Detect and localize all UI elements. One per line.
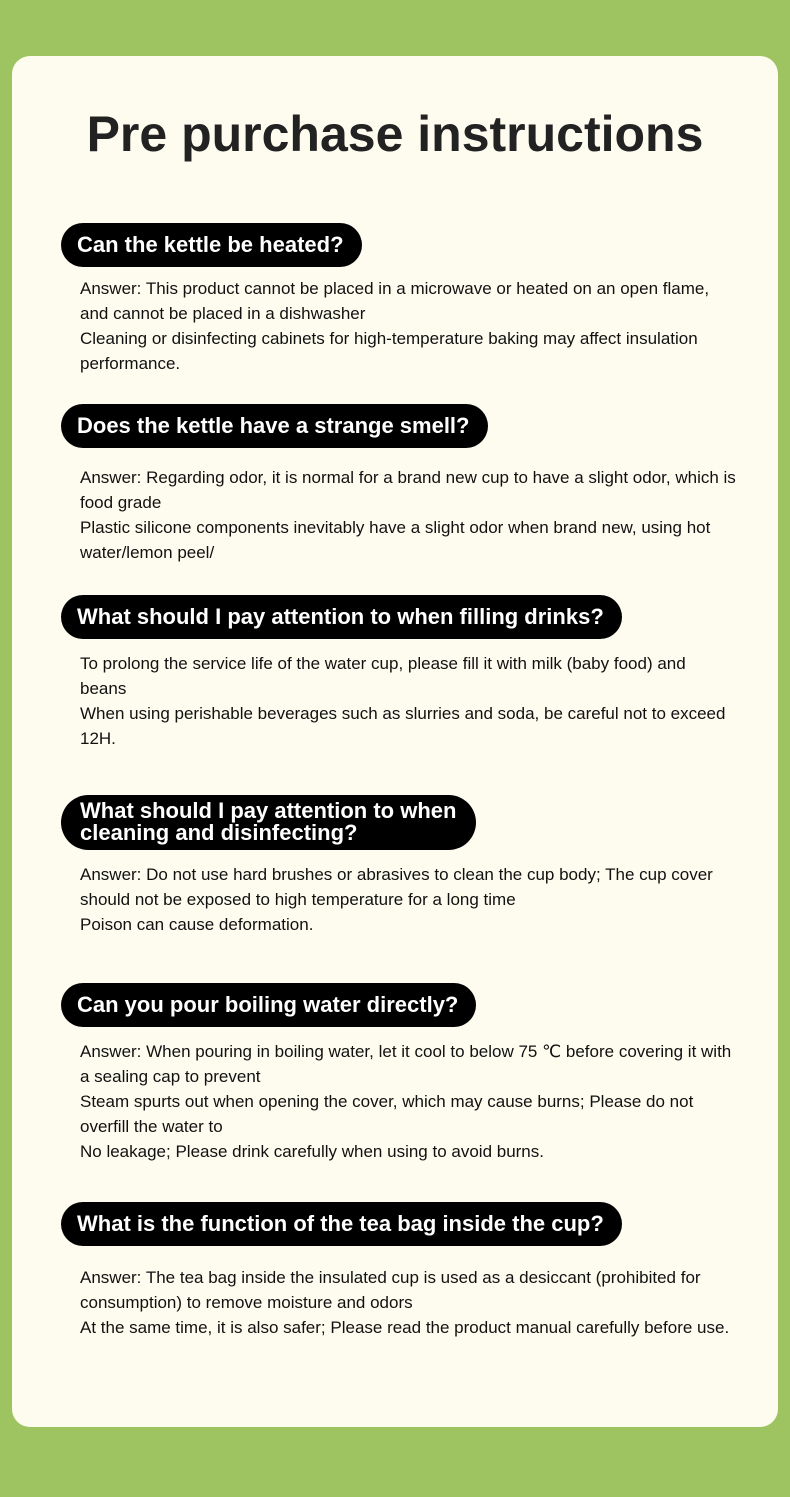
faq-question: Can you pour boiling water directly? [61, 983, 476, 1027]
faq-answer [80, 862, 736, 937]
answer-line: When using perishable beverages such as slurries and soda, be careful not to exceed 12H. [80, 704, 726, 748]
faq-answer [80, 651, 736, 751]
faq-answer [80, 465, 736, 565]
answer-line: Answer: The tea bag inside the insulated cup is used as a desiccant (prohibited for consumption) to remove moisture and odors [80, 1268, 701, 1312]
faq-answer [80, 1039, 736, 1164]
answer-line: At the same time, it is also safer; Please read the product manual carefully before use. [80, 1318, 730, 1337]
faq-question: What should I pay attention to when filling drinks? [61, 595, 622, 639]
answer-line: To prolong the service life of the water cup, please fill it with milk (baby food) and beans [80, 654, 686, 698]
faq-question-line: What should I pay attention to when [80, 798, 457, 823]
answer-line: No leakage; Please drink carefully when using to avoid burns. [80, 1142, 544, 1161]
answer-line: Poison can cause deformation. [80, 915, 314, 934]
answer-line: Answer: Do not use hard brushes or abrasives to clean the cup body; The cup cover should not be exposed to high temperature for a long time [80, 865, 713, 909]
faq-answer [80, 1265, 736, 1340]
answer-line: Cleaning or disinfecting cabinets for high-temperature baking may affect insulation performance. [80, 329, 698, 373]
faq-question [61, 795, 476, 850]
faq-question: Can the kettle be heated? [61, 223, 362, 267]
faq-answer [80, 276, 736, 376]
answer-line: Steam spurts out when opening the cover, which may cause burns; Please do not overfill the water to [80, 1092, 694, 1136]
answer-line: Answer: Regarding odor, it is normal for a brand new cup to have a slight odor, which is food grade [80, 468, 736, 512]
answer-line: Plastic silicone components inevitably have a slight odor when brand new, using hot water/lemon peel/ [80, 518, 711, 562]
answer-line: Answer: This product cannot be placed in a microwave or heated on an open flame, and cannot be placed in a dishwasher [80, 279, 710, 323]
answer-line: Answer: When pouring in boiling water, let it cool to below 75 ℃ before covering it with a sealing cap to prevent [80, 1042, 732, 1086]
faq-question-line: cleaning and disinfecting? [80, 820, 358, 845]
faq-question: What is the function of the tea bag inside the cup? [61, 1202, 622, 1246]
faq-question: Does the kettle have a strange smell? [61, 404, 488, 448]
page-title: Pre purchase instructions [86, 106, 704, 162]
